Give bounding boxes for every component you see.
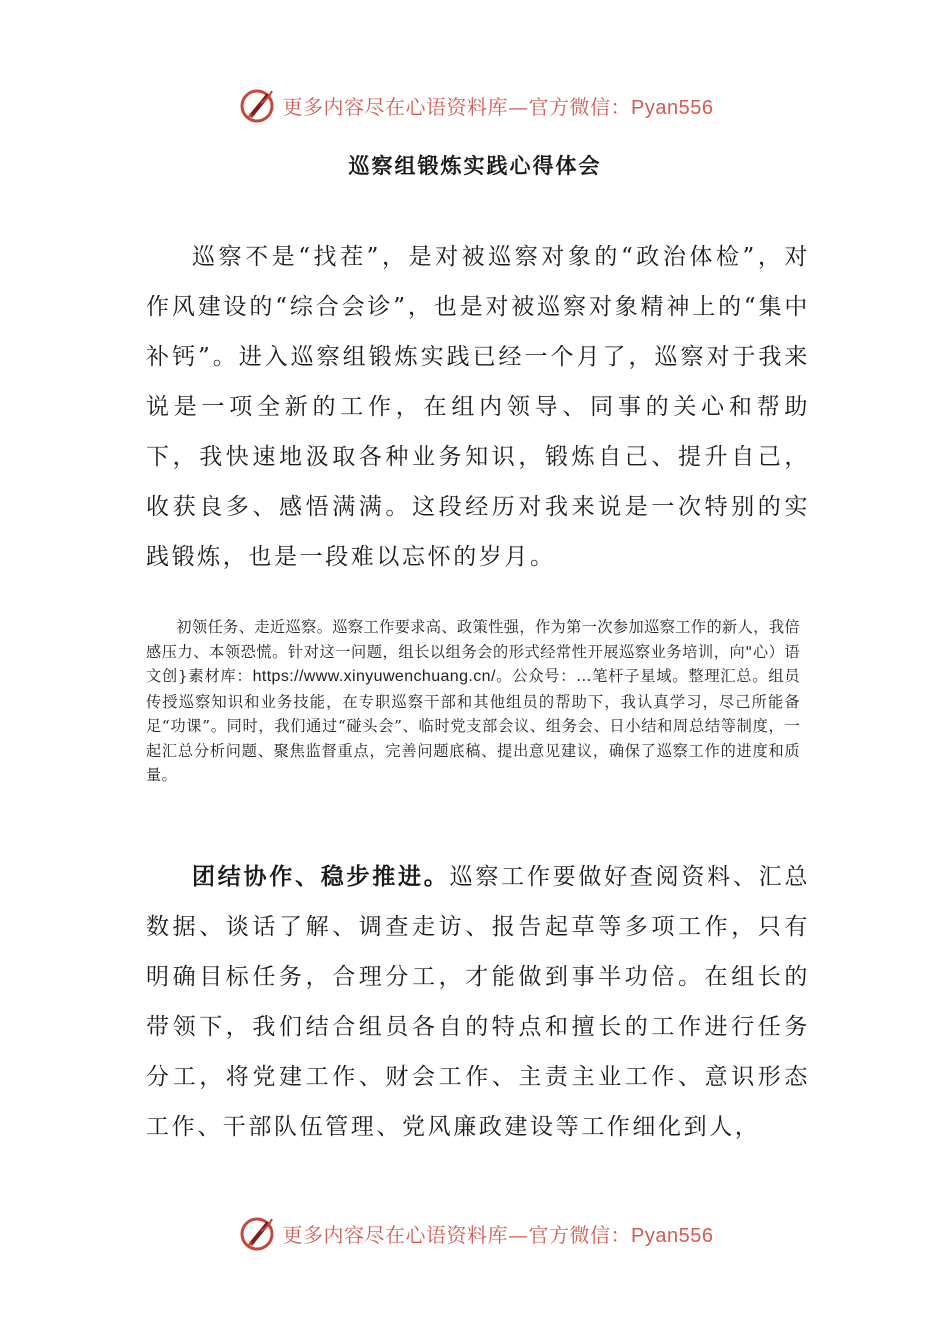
footer-wechat-id: Pyan556: [631, 1224, 714, 1247]
footer-banner-text: 更多内容尽在心语资料库—官方微信：Pyan556: [282, 1222, 714, 1247]
source-url-link[interactable]: https://www.xinyuwenchuang.cn/: [252, 668, 496, 685]
paragraph-teamwork-body: 巡察工作要做好查阅资料、汇总数据、谈话了解、调查走访、报告起草等多项工作，只有明确目标任务，合理分工，才能做到事半功倍。在组长的带领下，我们结合组员各自的特点和擅长的工作进行任务分工，将党建工作、财会工作、主责主业工作、意识形态工作、干部队伍管理、党风廉政建设等工作细化到人，: [146, 864, 810, 1140]
footer-banner: [0, 1210, 950, 1256]
paragraph-intro: 巡察不是“找茬”，是对被巡察对象的“政治体检”，对作风建设的“综合会诊”，也是对被巡察对象精神上的“集中补钙”。进入巡察组锻炼实践已经一个月了，巡察对于我来说是一项全新的工作，在组内领导、同事的关心和帮助下，我快速地汲取各种业务知识，锻炼自己、提升自己，收获良多、感悟满满。这段经历对我来说是一次特别的实践锻炼，也是一段难以忘怀的岁月。: [146, 244, 810, 570]
quill-logo-icon: [237, 1213, 277, 1253]
header-wechat-id: Pyan556: [631, 96, 714, 119]
paragraph-first-task-text-cont: 。公众号：…笔杆子星域。整理汇总。组员传授巡察知识和业务技能，在专职巡察干部和其他组员的帮助下，我认真学习，尽己所能备足“功课”。同时，我们通过“碰头会”、临时党支部会议、组务会、日小结和周总结等制度，一起汇总分析问题、聚焦监督重点，完善问题底稿、提出意见建议，确保了巡察工作的进度和质量。: [146, 667, 800, 784]
paragraph-teamwork-lead: 团结协作、稳步推进。: [192, 863, 450, 890]
paragraph-first-task: [146, 615, 800, 788]
paragraph-teamwork: [146, 852, 810, 1152]
paragraph-first-task-text: 初领任务、走近巡察。巡察工作要求高、政策性强，作为第一次参加巡察工作的新人，我倍感压力、本领恐慌。针对这一问题，组长以组务会的形式经常性开展巡察业务培训，向"心）语文创}素材库：: [146, 618, 800, 685]
quill-logo-icon: [237, 85, 277, 125]
header-banner-text: 更多内容尽在心语资料库—官方微信：Pyan556: [282, 94, 714, 119]
header-banner: [0, 82, 950, 128]
document-title: 巡察组锻炼实践心得体会: [348, 153, 602, 178]
